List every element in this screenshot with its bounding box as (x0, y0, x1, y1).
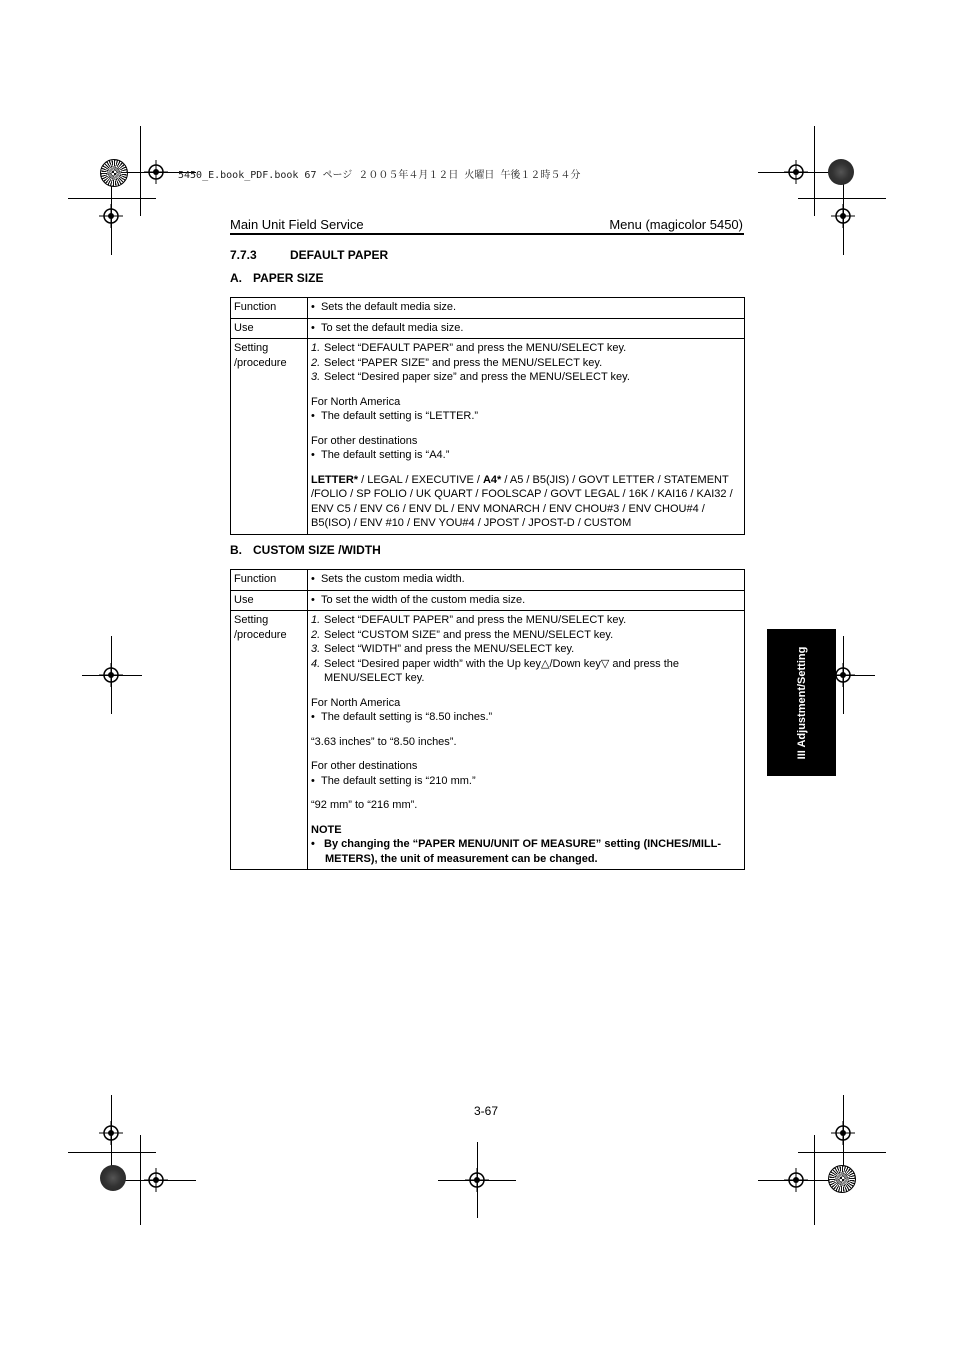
north-america-default: • The default setting is “8.50 inches.” (311, 711, 493, 723)
table-row (231, 611, 745, 870)
table-row (231, 298, 745, 319)
page-number: 3-67 (474, 1104, 499, 1118)
running-header-right: Menu (magicolor 5450) (609, 217, 743, 232)
registration-mark-icon (99, 1121, 123, 1145)
setting-label: Setting /procedure (231, 339, 308, 535)
procedure-step: 4. Select “Desired paper width” with the Up key△/Down key▽ and press the MENU/SELECT key. (311, 657, 680, 684)
table-row (231, 339, 745, 535)
table-row (231, 570, 745, 591)
subsection-paper-size-title: A. PAPER SIZE (230, 271, 324, 285)
starburst-target-icon (828, 1165, 856, 1193)
gray-patch-icon (828, 159, 854, 185)
use-label: Use (231, 318, 308, 339)
subsection-custom-size-title: B. CUSTOM SIZE /WIDTH (230, 543, 381, 557)
running-header-left: Main Unit Field Service (230, 217, 364, 232)
north-america-heading: For North America (311, 395, 401, 408)
registration-mark-icon (144, 160, 168, 184)
note-heading: NOTE (311, 823, 342, 836)
custom-size-table (230, 569, 745, 870)
procedure-step: 3. Select “WIDTH” and press the MENU/SELECT key. (311, 643, 575, 655)
registration-mark-icon (144, 1168, 168, 1192)
registration-mark-icon (784, 1168, 808, 1192)
registration-mark-icon (99, 663, 123, 687)
other-destinations-heading: For other destinations (311, 434, 418, 447)
starburst-target-icon (100, 159, 128, 187)
note-text: • By changing the “PAPER MENU/UNIT OF MEASURE” setting (INCHES/MILL-METERS), the unit of measurement can be changed. (311, 838, 722, 865)
registration-mark-icon (831, 1121, 855, 1145)
function-cell: • Sets the default media size. (308, 298, 745, 319)
section-title-text: DEFAULT PAPER (290, 248, 389, 262)
use-cell: • To set the default media size. (308, 318, 745, 339)
table-row (231, 590, 745, 611)
procedure-cell (308, 611, 745, 870)
header-rule (230, 233, 744, 235)
section-title (230, 248, 388, 262)
procedure-step: 2. Select “PAPER SIZE” and press the MENU/SELECT key. (311, 356, 603, 369)
setting-label: Setting /procedure (231, 611, 308, 870)
function-label: Function (231, 298, 308, 319)
other-destinations-default: • The default setting is “A4.” (311, 449, 450, 461)
north-america-heading: For North America (311, 696, 401, 709)
gray-patch-icon (100, 1165, 126, 1191)
procedure-step: 3. Select “Desired paper size” and press the MENU/SELECT key. (311, 371, 630, 383)
function-label: Function (231, 570, 308, 591)
other-destinations-range: “92 mm” to “216 mm”. (311, 799, 418, 811)
north-america-range: “3.63 inches” to “8.50 inches”. (311, 735, 457, 748)
registration-mark-icon (99, 204, 123, 228)
paper-size-table (230, 297, 745, 535)
print-slug: 5450_E.book_PDF.book 67 ページ ２００５年４月１２日 火曜日 午後１２時５４分 (178, 170, 581, 181)
function-cell: • Sets the custom media width. (308, 570, 745, 591)
procedure-cell (308, 339, 745, 535)
section-number: 7.7.3 (230, 248, 257, 262)
table-row (231, 318, 745, 339)
chapter-side-tab: III Adjustment/Setting (767, 629, 836, 776)
paper-size-options: LETTER* / LEGAL / EXECUTIVE / A4* / A5 / B5(JIS) / GOVT LETTER / STATEMENT /FOLIO / SP FOLIO / UK QUART / FOOLSCAP / GOVT LEGAL / 16K / KAI16 / KAI32 / ENV C5 / ENV C6 / ENV DL / ENV MONARCH / ENV CHOU#3 / ENV CHOU#4 / B5(ISO) / ENV #10 / ENV YOU#4 / JPOST / JPOST-D / CUSTOM (311, 473, 733, 529)
procedure-step: 2. Select “CUSTOM SIZE” and press the MENU/SELECT key. (311, 628, 614, 641)
registration-mark-icon (784, 160, 808, 184)
other-destinations-default: • The default setting is “210 mm.” (311, 774, 476, 787)
other-destinations-heading: For other destinations (311, 760, 418, 772)
registration-mark-icon (831, 204, 855, 228)
use-cell: • To set the width of the custom media size. (308, 590, 745, 611)
procedure-step: 1. Select “DEFAULT PAPER” and press the MENU/SELECT key. (311, 342, 627, 354)
north-america-default: • The default setting is “LETTER.” (311, 410, 479, 422)
use-label: Use (231, 590, 308, 611)
registration-mark-icon (465, 1168, 489, 1192)
procedure-step: 1. Select “DEFAULT PAPER” and press the MENU/SELECT key. (311, 614, 627, 626)
